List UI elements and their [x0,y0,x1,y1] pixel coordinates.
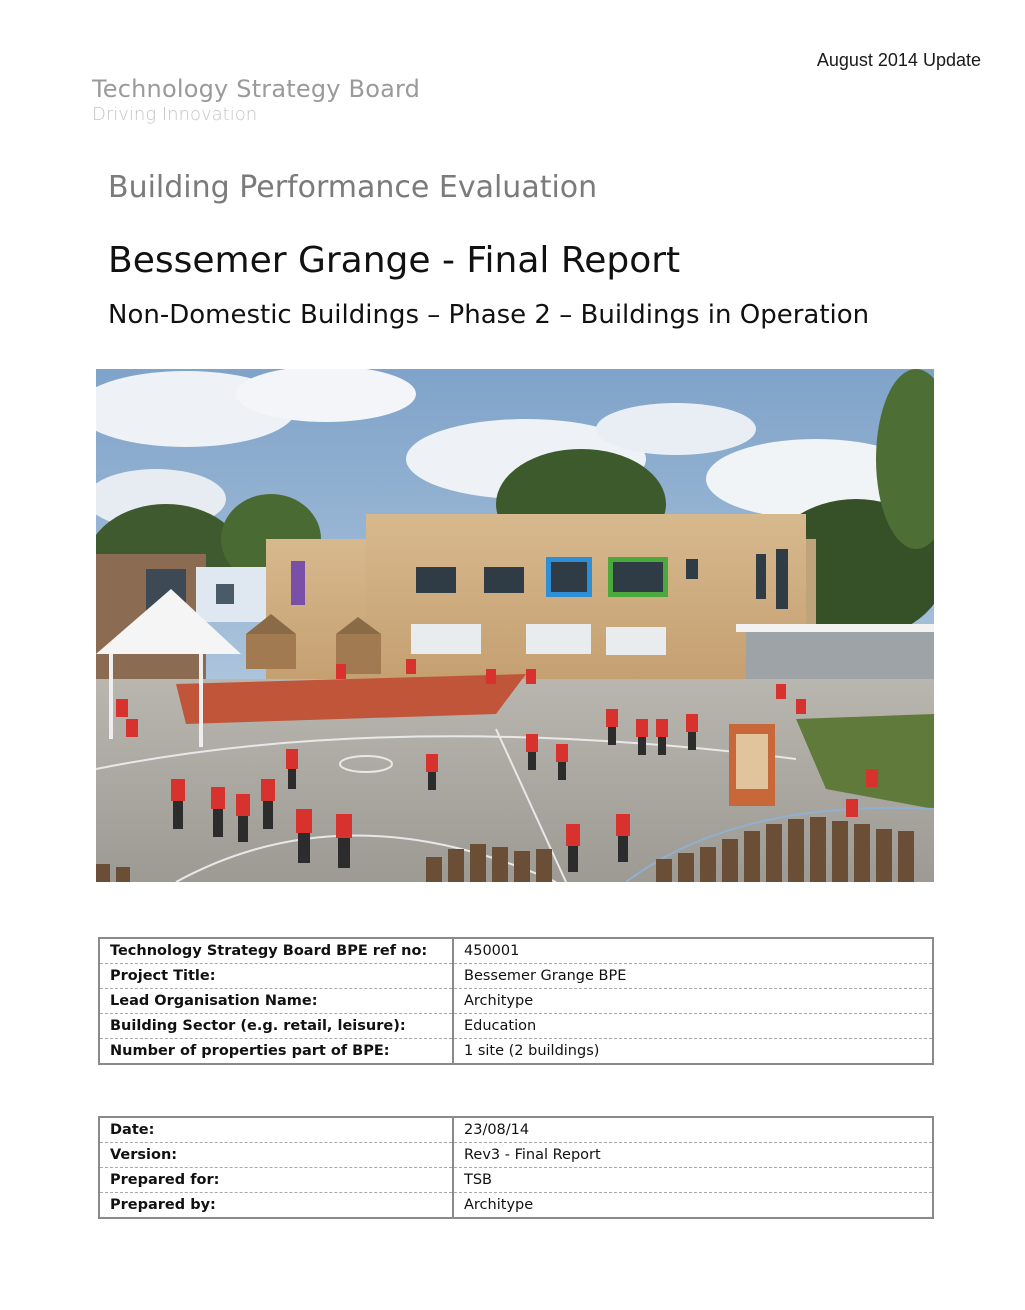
table-row [99,1143,933,1168]
table-row [99,1193,933,1219]
project-details-table [98,937,934,1065]
row-label: Version: [99,1143,453,1168]
logo-tagline: Driving Innovation [92,104,258,125]
row-label: Prepared by: [99,1193,453,1219]
row-value: Architype [464,1197,534,1213]
row-label: Prepared for: [99,1168,453,1193]
update-label: August 2014 Update [816,50,981,70]
document-details-table [98,1116,934,1219]
row-value: Rev3 - Final Report [453,1143,933,1168]
logo-name: Technology Strategy Board [92,75,421,103]
row-label: Lead Organisation Name: [99,989,453,1014]
table-row [99,938,933,964]
table-row [99,1168,933,1193]
organisation-logo [92,74,420,126]
row-value: 23/08/14 [453,1117,933,1143]
row-value: 450001 [453,938,933,964]
page-title: Bessemer Grange - Final Report [108,240,681,281]
table-row [99,1014,933,1039]
school-playground-photo-icon [96,369,934,882]
row-value: 1 site (2 buildings) [464,1043,600,1059]
row-value: Education [453,1014,933,1039]
row-value: TSB [453,1168,933,1193]
row-label: Technology Strategy Board BPE ref no: [99,938,453,964]
row-value: Bessemer Grange BPE [453,964,933,989]
row-label: Date: [99,1117,453,1143]
table-row [99,1117,933,1143]
table-row [99,989,933,1014]
page-subtitle: Non-Domestic Buildings – Phase 2 – Buildings in Operation [108,300,870,330]
row-label: Number of properties part of BPE: [99,1039,453,1065]
table-row [99,1039,933,1065]
cover-photo [96,369,934,882]
row-label: Building Sector (e.g. retail, leisure): [99,1014,453,1039]
table-row [99,964,933,989]
document-series: Building Performance Evaluation [108,170,598,205]
row-label: Project Title: [99,964,453,989]
row-value: Architype [453,989,933,1014]
